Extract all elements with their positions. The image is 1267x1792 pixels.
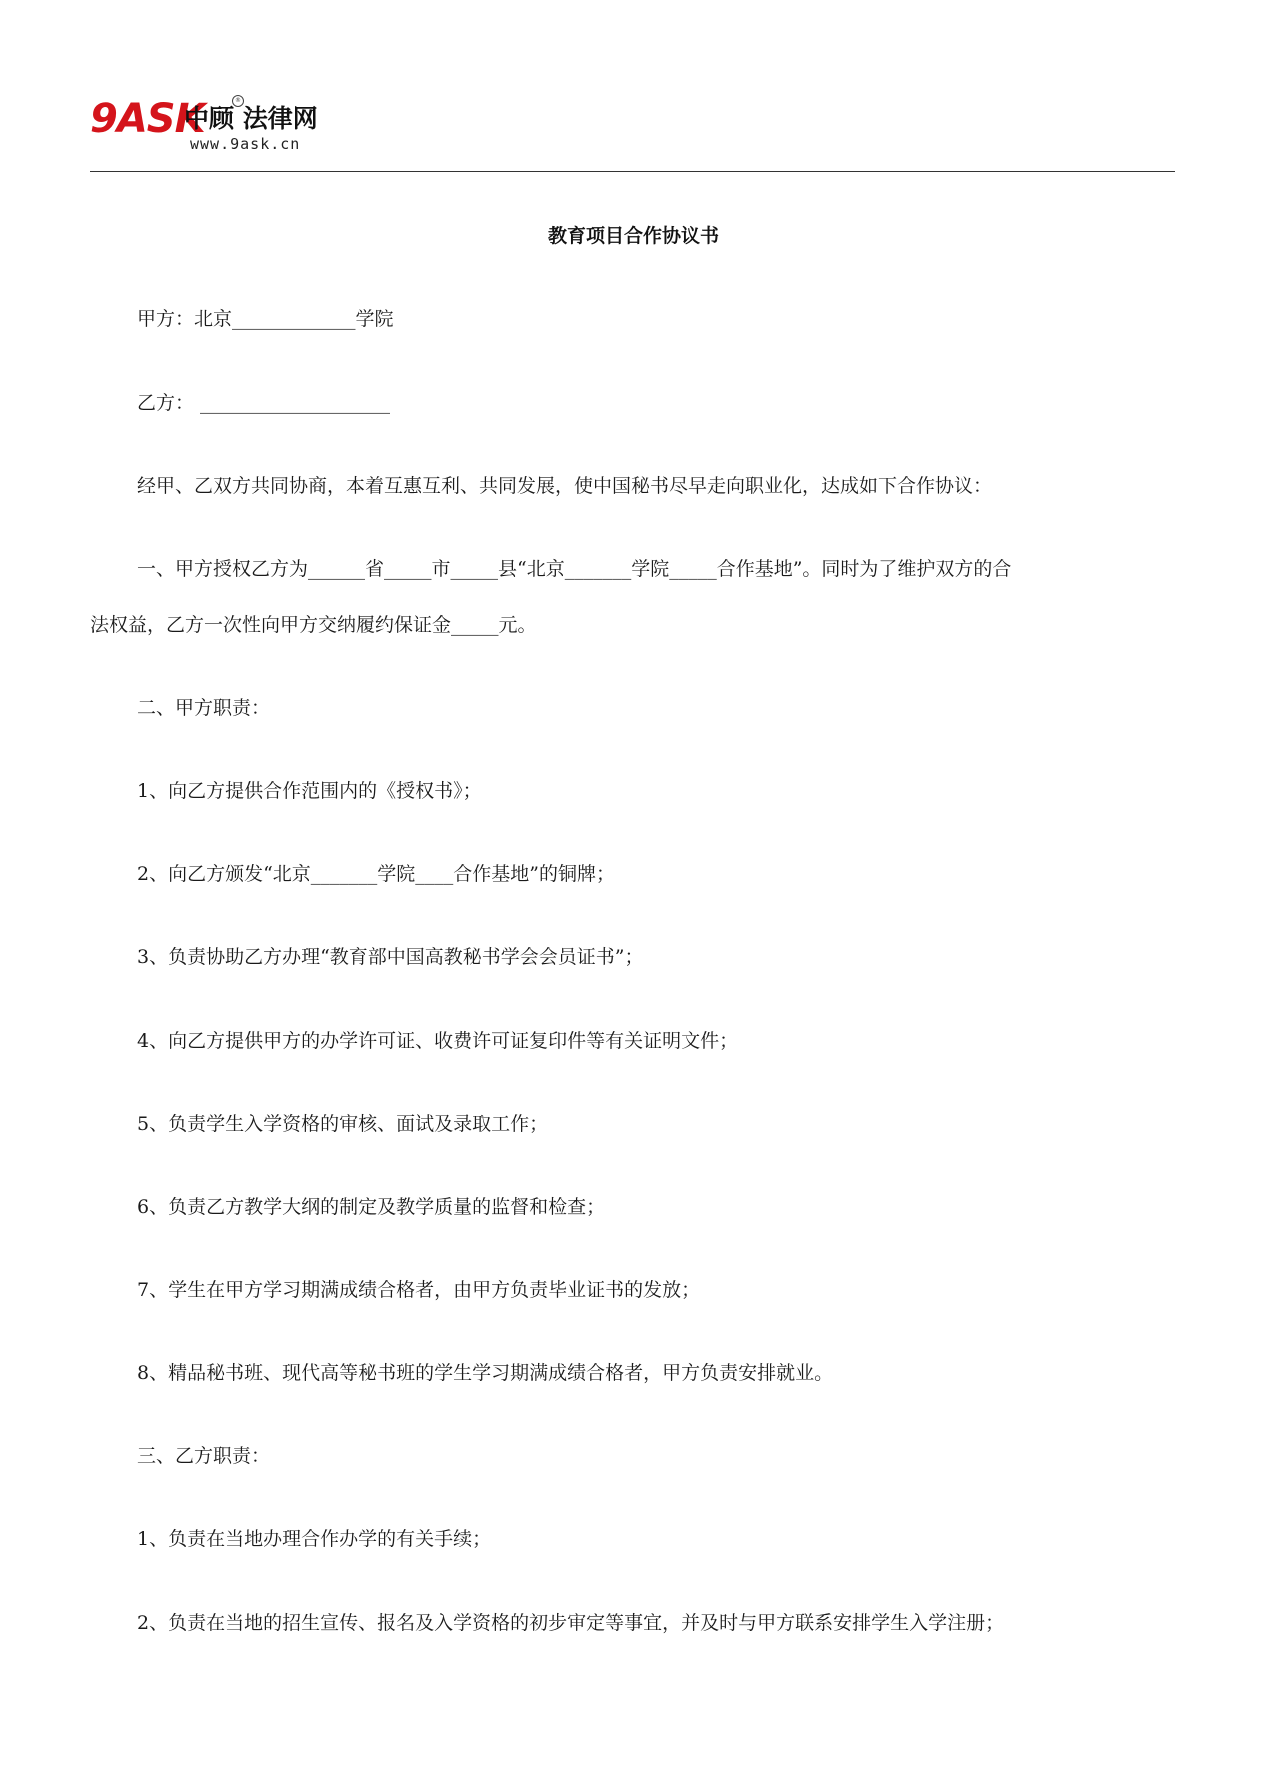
party-b-line: 乙方： ____________________ [137, 392, 391, 414]
section-2-item-2: 2、向乙方颁发“北京_______学院____合作基地”的铜牌； [137, 863, 616, 885]
site-logo[interactable] [90, 95, 350, 160]
section-3-title: 三、乙方职责： [137, 1445, 271, 1467]
section-2-item-3: 3、负责协助乙方办理“教育部中国高教秘书学会会员证书”； [137, 946, 644, 968]
logo-mark: 9ASK [90, 96, 205, 142]
section-2-item-6: 6、负责乙方教学大纲的制定及教学质量的监督和检查； [137, 1196, 606, 1218]
section-2-item-7: 7、学生在甲方学习期满成绩合格者，由甲方负责毕业证书的发放； [137, 1279, 701, 1301]
clause-1-line-2: 法权益，乙方一次性向甲方交纳履约保证金_____元。 [90, 614, 537, 636]
section-3-item-2: 2、负责在当地的招生宣传、报名及入学资格的初步审定等事宜，并及时与甲方联系安排学生入学注册； [137, 1612, 1005, 1634]
section-2-item-1: 1、向乙方提供合作范围内的《授权书》； [137, 780, 482, 802]
logo-name: 中顾 法律网 [184, 104, 318, 133]
section-2-item-5: 5、负责学生入学资格的审核、面试及录取工作； [137, 1113, 549, 1135]
page-header [90, 95, 1175, 173]
intro-paragraph: 经甲、乙双方共同协商，本着互惠互利、共同发展，使中国秘书尽早走向职业化，达成如下合作协议： [137, 475, 993, 497]
logo-url: www.9ask.cn [190, 135, 301, 153]
party-a-line: 甲方：北京_____________学院 [137, 308, 394, 330]
section-2-item-8: 8、精品秘书班、现代高等秘书班的学生学习期满成绩合格者，甲方负责安排就业。 [137, 1362, 834, 1384]
section-2-item-4: 4、向乙方提供甲方的办学许可证、收费许可证复印件等有关证明文件； [137, 1030, 739, 1052]
section-3-item-1: 1、负责在当地办理合作办学的有关手续； [137, 1528, 492, 1550]
header-divider [90, 171, 1175, 172]
clause-1-line-1: 一、甲方授权乙方为______省_____市_____县“北京_______学院_____合作基地”。同时为了维护双方的合 [137, 558, 1012, 580]
registered-icon: ® [232, 95, 244, 107]
section-2-title: 二、甲方职责： [137, 697, 271, 719]
document-title: 教育项目合作协议书 [547, 225, 719, 247]
